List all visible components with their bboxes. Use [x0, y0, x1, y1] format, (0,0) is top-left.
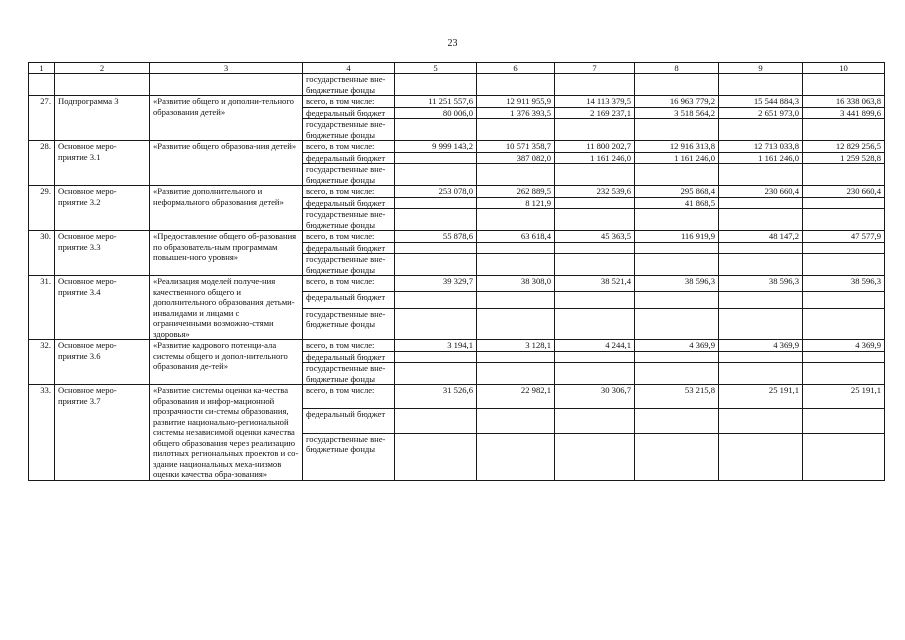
- funding-source-label: федеральный бюджет: [303, 351, 395, 363]
- row-number: [29, 74, 55, 96]
- funding-source-label: государственные вне-бюджетные фонды: [303, 363, 395, 385]
- funding-value: [803, 433, 885, 480]
- funding-value: [477, 242, 555, 254]
- program-description: «Развитие системы оценки ка-чества образования и инфор-мационной прозрачности си-стемы образования, развитие национально-региональной системы независимой оценки качества общего образования через реализацию пилотных региональных проектов и со-здание национальных меха-низмов оценки качества обра-зования»: [150, 385, 303, 481]
- funding-value: 55 878,6: [395, 231, 477, 243]
- funding-value: [395, 242, 477, 254]
- funding-value: [803, 242, 885, 254]
- funding-value: 11 251 557,6: [395, 96, 477, 108]
- funding-value: 387 082,0: [477, 152, 555, 164]
- column-header: 4: [303, 63, 395, 74]
- program-description: «Развитие общего образова-ния детей»: [150, 141, 303, 186]
- program-description: «Реализация моделей получе-ния качественного общего и дополнительного образования детьми-инвалидами и лицами с ограниченными возможно-стями здоровья»: [150, 276, 303, 340]
- column-header: 6: [477, 63, 555, 74]
- funding-value: 15 544 884,3: [719, 96, 803, 108]
- funding-source-label: государственные вне-бюджетные фонды: [303, 119, 395, 141]
- funding-source-label: федеральный бюджет: [303, 152, 395, 164]
- funding-value: [555, 74, 635, 96]
- program-name: Подпрограмма 3: [55, 96, 150, 141]
- funding-value: [635, 433, 719, 480]
- funding-value: [395, 351, 477, 363]
- column-header: 8: [635, 63, 719, 74]
- funding-value: [395, 308, 477, 339]
- funding-source-label: всего, в том числе:: [303, 276, 395, 292]
- funding-value: [803, 209, 885, 231]
- funding-value: [555, 119, 635, 141]
- table-row: [29, 276, 885, 292]
- funding-source-label: всего, в том числе:: [303, 96, 395, 108]
- funding-source-label: государственные вне-бюджетные фонды: [303, 308, 395, 339]
- funding-value: 2 651 973,0: [719, 107, 803, 119]
- funding-source-label: государственные вне-бюджетные фонды: [303, 164, 395, 186]
- funding-value: 31 526,6: [395, 385, 477, 409]
- funding-value: [555, 242, 635, 254]
- funding-value: [395, 254, 477, 276]
- funding-value: [555, 363, 635, 385]
- funding-value: [635, 74, 719, 96]
- funding-value: [719, 308, 803, 339]
- funding-source-label: всего, в том числе:: [303, 385, 395, 409]
- funding-value: 295 868,4: [635, 186, 719, 198]
- funding-value: 2 169 237,1: [555, 107, 635, 119]
- program-description: «Развитие дополнительного и неформального образования детей»: [150, 186, 303, 231]
- funding-source-label: всего, в том числе:: [303, 186, 395, 198]
- funding-value: [803, 254, 885, 276]
- funding-value: 10 571 358,7: [477, 141, 555, 153]
- funding-value: 48 147,2: [719, 231, 803, 243]
- table-row: [29, 74, 885, 96]
- funding-value: 3 441 899,6: [803, 107, 885, 119]
- row-number: 31.: [29, 276, 55, 340]
- funding-value: [719, 209, 803, 231]
- funding-value: 47 577,9: [803, 231, 885, 243]
- funding-value: [395, 409, 477, 433]
- funding-value: 14 113 379,5: [555, 96, 635, 108]
- funding-value: 25 191,1: [719, 385, 803, 409]
- funding-value: 45 363,5: [555, 231, 635, 243]
- funding-value: [555, 292, 635, 308]
- funding-value: [555, 164, 635, 186]
- funding-value: 1 161 246,0: [719, 152, 803, 164]
- funding-source-label: всего, в том числе:: [303, 141, 395, 153]
- row-number: 27.: [29, 96, 55, 141]
- column-header: 2: [55, 63, 150, 74]
- funding-value: [477, 351, 555, 363]
- program-description: [150, 74, 303, 96]
- table-body: [29, 74, 885, 481]
- funding-source-label: государственные вне-бюджетные фонды: [303, 74, 395, 96]
- funding-value: [635, 363, 719, 385]
- row-number: 28.: [29, 141, 55, 186]
- row-number: 29.: [29, 186, 55, 231]
- funding-value: [719, 197, 803, 209]
- funding-value: 1 259 528,8: [803, 152, 885, 164]
- funding-value: 4 244,1: [555, 340, 635, 352]
- funding-value: [635, 292, 719, 308]
- column-header: 9: [719, 63, 803, 74]
- column-header: 3: [150, 63, 303, 74]
- funding-value: [803, 363, 885, 385]
- funding-source-label: федеральный бюджет: [303, 409, 395, 433]
- funding-value: 38 308,0: [477, 276, 555, 292]
- funding-source-label: государственные вне-бюджетные фонды: [303, 254, 395, 276]
- funding-value: [477, 409, 555, 433]
- funding-value: 38 521,4: [555, 276, 635, 292]
- funding-value: 3 194,1: [395, 340, 477, 352]
- funding-value: [555, 409, 635, 433]
- funding-value: [477, 254, 555, 276]
- program-name: Основное меро-приятие 3.1: [55, 141, 150, 186]
- funding-source-label: федеральный бюджет: [303, 292, 395, 308]
- funding-source-label: федеральный бюджет: [303, 197, 395, 209]
- funding-value: 12 911 955,9: [477, 96, 555, 108]
- funding-value: [635, 119, 719, 141]
- table-row: [29, 385, 885, 409]
- funding-value: [803, 409, 885, 433]
- funding-value: 38 596,3: [719, 276, 803, 292]
- program-name: Основное меро-приятие 3.7: [55, 385, 150, 481]
- funding-source-label: всего, в том числе:: [303, 231, 395, 243]
- program-description: «Развитие кадрового потенци-ала системы общего и допол-нительного образования де-тей»: [150, 340, 303, 385]
- column-header: 7: [555, 63, 635, 74]
- funding-value: [719, 254, 803, 276]
- funding-value: [395, 197, 477, 209]
- funding-value: 9 999 143,2: [395, 141, 477, 153]
- funding-value: [395, 363, 477, 385]
- table-row: [29, 186, 885, 198]
- funding-value: 41 868,5: [635, 197, 719, 209]
- funding-value: 3 518 564,2: [635, 107, 719, 119]
- table-row: [29, 340, 885, 352]
- funding-value: 39 329,7: [395, 276, 477, 292]
- funding-value: 12 916 313,8: [635, 141, 719, 153]
- funding-value: [803, 308, 885, 339]
- funding-value: [803, 351, 885, 363]
- funding-value: 4 369,9: [719, 340, 803, 352]
- funding-source-label: федеральный бюджет: [303, 107, 395, 119]
- funding-value: [395, 209, 477, 231]
- funding-value: 16 338 063,8: [803, 96, 885, 108]
- funding-value: 22 982,1: [477, 385, 555, 409]
- funding-value: [555, 254, 635, 276]
- funding-value: [555, 433, 635, 480]
- funding-value: 38 596,3: [803, 276, 885, 292]
- funding-value: [477, 292, 555, 308]
- funding-value: [803, 164, 885, 186]
- funding-value: 1 161 246,0: [555, 152, 635, 164]
- page-number: 23: [447, 38, 458, 49]
- funding-value: [395, 152, 477, 164]
- funding-value: [395, 119, 477, 141]
- funding-value: [803, 197, 885, 209]
- funding-value: 80 006,0: [395, 107, 477, 119]
- funding-value: [719, 242, 803, 254]
- table-row: [29, 231, 885, 243]
- row-number: 32.: [29, 340, 55, 385]
- funding-value: 16 963 779,2: [635, 96, 719, 108]
- funding-value: [719, 409, 803, 433]
- funding-value: [477, 308, 555, 339]
- funding-value: [477, 164, 555, 186]
- funding-value: 3 128,1: [477, 340, 555, 352]
- funding-value: 4 369,9: [803, 340, 885, 352]
- program-name: Основное меро-приятие 3.4: [55, 276, 150, 340]
- funding-value: 11 800 202,7: [555, 141, 635, 153]
- funding-value: [395, 292, 477, 308]
- column-header: 1: [29, 63, 55, 74]
- funding-value: [635, 242, 719, 254]
- funding-source-label: государственные вне-бюджетные фонды: [303, 209, 395, 231]
- funding-value: [555, 209, 635, 231]
- funding-value: [719, 351, 803, 363]
- funding-value: 230 660,4: [719, 186, 803, 198]
- funding-value: 63 618,4: [477, 231, 555, 243]
- funding-value: [395, 433, 477, 480]
- funding-value: 253 078,0: [395, 186, 477, 198]
- funding-value: [555, 197, 635, 209]
- funding-value: [719, 74, 803, 96]
- funding-value: [803, 74, 885, 96]
- funding-value: [555, 351, 635, 363]
- funding-value: [635, 164, 719, 186]
- funding-value: [477, 74, 555, 96]
- funding-source-label: федеральный бюджет: [303, 242, 395, 254]
- funding-value: 4 369,9: [635, 340, 719, 352]
- funding-value: 53 215,8: [635, 385, 719, 409]
- program-name: Основное меро-приятие 3.6: [55, 340, 150, 385]
- program-name: Основное меро-приятие 3.3: [55, 231, 150, 276]
- funding-value: [477, 433, 555, 480]
- program-description: «Развитие общего и дополни-тельного образования детей»: [150, 96, 303, 141]
- funding-value: [395, 74, 477, 96]
- funding-value: [803, 292, 885, 308]
- funding-value: 12 829 256,5: [803, 141, 885, 153]
- funding-value: [555, 308, 635, 339]
- funding-value: 12 713 033,8: [719, 141, 803, 153]
- budget-table: [28, 62, 885, 481]
- row-number: 33.: [29, 385, 55, 481]
- header-row: [29, 63, 885, 74]
- column-header: 5: [395, 63, 477, 74]
- funding-value: 8 121,9: [477, 197, 555, 209]
- column-header: 10: [803, 63, 885, 74]
- program-description: «Предоставление общего об-разования по образователь-ным программам повышен-ного уровня»: [150, 231, 303, 276]
- funding-value: [719, 433, 803, 480]
- funding-value: 232 539,6: [555, 186, 635, 198]
- funding-value: [719, 119, 803, 141]
- funding-value: [803, 119, 885, 141]
- funding-value: [477, 363, 555, 385]
- funding-value: [719, 292, 803, 308]
- funding-value: [477, 209, 555, 231]
- funding-value: [719, 164, 803, 186]
- funding-value: [635, 254, 719, 276]
- funding-value: 1 376 393,5: [477, 107, 555, 119]
- funding-value: [635, 209, 719, 231]
- funding-value: [635, 409, 719, 433]
- funding-source-label: государственные вне-бюджетные фонды: [303, 433, 395, 480]
- funding-source-label: всего, в том числе:: [303, 340, 395, 352]
- funding-value: 1 161 246,0: [635, 152, 719, 164]
- table-row: [29, 96, 885, 108]
- funding-value: [477, 119, 555, 141]
- row-number: 30.: [29, 231, 55, 276]
- funding-value: [635, 351, 719, 363]
- funding-value: 38 596,3: [635, 276, 719, 292]
- funding-value: [719, 363, 803, 385]
- funding-value: [395, 164, 477, 186]
- program-name: Основное меро-приятие 3.2: [55, 186, 150, 231]
- funding-value: [635, 308, 719, 339]
- funding-value: 262 889,5: [477, 186, 555, 198]
- funding-value: 25 191,1: [803, 385, 885, 409]
- funding-value: 116 919,9: [635, 231, 719, 243]
- table-row: [29, 141, 885, 153]
- funding-value: 230 660,4: [803, 186, 885, 198]
- program-name: [55, 74, 150, 96]
- funding-value: 30 306,7: [555, 385, 635, 409]
